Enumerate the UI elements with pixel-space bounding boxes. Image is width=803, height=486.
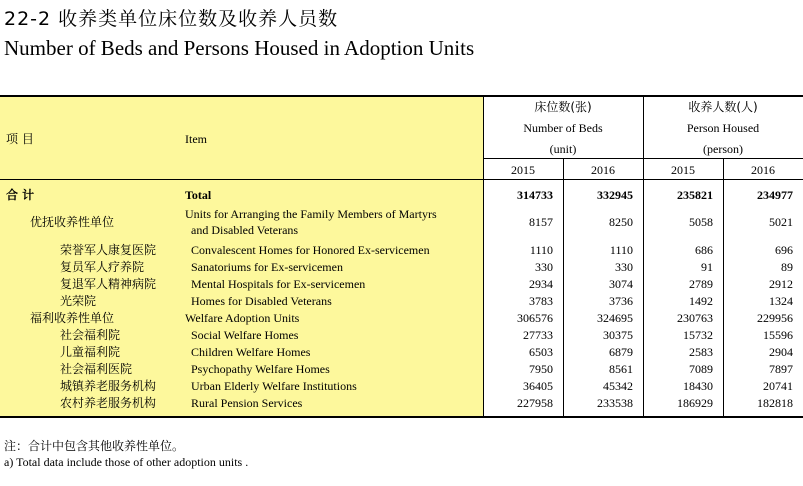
row-beds-2016: 3736	[609, 294, 633, 308]
row-persons-2015: 15732	[683, 328, 713, 342]
header-persons-chinese: 收养人数(人)	[688, 100, 758, 114]
row-total-label-cn: 合 计	[6, 188, 35, 202]
row-beds-2016: 324695	[597, 311, 633, 325]
row-persons-2015: 1492	[689, 294, 713, 308]
row-label-en-line2: and Disabled Veterans	[191, 223, 299, 237]
header-year-beds-2016: 2016	[591, 163, 615, 177]
row-beds-2016: 30375	[603, 328, 633, 342]
row-label-cn: 儿童福利院	[60, 345, 121, 359]
row-beds-2015: 2934	[529, 277, 553, 291]
row-beds-2016: 6879	[609, 345, 633, 359]
header-beds-english: Number of Beds	[523, 121, 603, 135]
row-label-en: Social Welfare Homes	[191, 328, 299, 342]
row-label-cn: 社会福利医院	[60, 362, 133, 376]
row-total-beds-2016: 332945	[597, 188, 633, 202]
row-total-label-en: Total	[185, 188, 212, 202]
footnote-english: a) Total data include those of other adoption units .	[4, 455, 249, 469]
row-beds-2015: 7950	[529, 362, 553, 376]
header-year-persons-2016: 2016	[751, 163, 775, 177]
row-persons-2016: 15596	[763, 328, 793, 342]
row-beds-2015: 227958	[517, 396, 553, 410]
row-label-cn: 复员军人疗养院	[60, 260, 145, 274]
header-persons-unit: (person)	[703, 142, 743, 156]
row-beds-2015: 3783	[529, 294, 553, 308]
row-beds-2015: 36405	[523, 379, 553, 393]
data-table	[0, 95, 803, 418]
row-beds-2015: 27733	[523, 328, 553, 342]
row-persons-2016: 20741	[763, 379, 793, 393]
header-item-chinese: 项 目	[6, 132, 34, 146]
table-title-english: Number of Beds and Persons Housed in Adoption Units	[4, 36, 475, 60]
row-beds-2016: 330	[615, 260, 633, 274]
row-beds-2016: 8250	[609, 215, 633, 229]
row-beds-2016: 45342	[603, 379, 633, 393]
row-label-en: Rural Pension Services	[191, 396, 303, 410]
row-beds-2016: 233538	[597, 396, 633, 410]
header-year-beds-2015: 2015	[511, 163, 535, 177]
row-beds-2016: 3074	[609, 277, 633, 291]
row-label-en: Sanatoriums for Ex-servicemen	[191, 260, 343, 274]
row-persons-2015: 686	[695, 243, 713, 257]
table-top-border	[0, 95, 803, 97]
row-total-persons-2015: 235821	[677, 188, 713, 202]
row-label-en: Mental Hospitals for Ex-servicemen	[191, 277, 366, 291]
row-total-beds-2015: 314733	[517, 188, 553, 202]
row-persons-2016: 229956	[757, 311, 793, 325]
table-bottom-border	[0, 416, 803, 418]
row-label-cn: 福利收养性单位	[30, 311, 115, 325]
row-label-cn: 社会福利院	[60, 328, 121, 342]
row-label-en: Convalescent Homes for Honored Ex-servicemen	[191, 243, 430, 257]
row-beds-2015: 1110	[529, 243, 553, 257]
footnote-chinese: 注：合计中包含其他收养性单位。	[4, 439, 185, 453]
row-total-persons-2016: 234977	[757, 188, 793, 202]
row-persons-2016: 2912	[769, 277, 793, 291]
row-persons-2015: 230763	[677, 311, 713, 325]
row-persons-2015: 18430	[683, 379, 713, 393]
row-persons-2015: 2583	[689, 345, 713, 359]
row-persons-2015: 5058	[689, 215, 713, 229]
row-persons-2016: 182818	[757, 396, 793, 410]
header-persons-english: Person Housed	[686, 121, 760, 135]
year-header-top-line	[483, 158, 803, 159]
header-item-english: Item	[185, 132, 207, 146]
row-persons-2016: 89	[781, 260, 793, 274]
row-persons-2016: 1324	[769, 294, 793, 308]
row-persons-2015: 91	[701, 260, 713, 274]
row-label-en: Units for Arranging the Family Members of Martyrs	[185, 207, 437, 221]
row-persons-2016: 7897	[769, 362, 793, 376]
row-label-cn: 荣誉军人康复医院	[60, 243, 157, 257]
row-beds-2016: 1110	[609, 243, 633, 257]
row-label-en: Children Welfare Homes	[191, 345, 311, 359]
row-beds-2015: 306576	[517, 311, 553, 325]
row-label-en: Homes for Disabled Veterans	[191, 294, 332, 308]
row-persons-2015: 186929	[677, 396, 713, 410]
row-label-cn: 农村养老服务机构	[60, 396, 157, 410]
row-label-cn: 复退军人精神病院	[60, 277, 157, 291]
row-persons-2015: 7089	[689, 362, 713, 376]
header-year-persons-2015: 2015	[671, 163, 695, 177]
table-title-chinese: 22-2 收养类单位床位数及收养人员数	[4, 8, 339, 30]
header-beds-unit: (unit)	[549, 142, 577, 156]
row-label-cn: 优抚收养性单位	[30, 215, 115, 229]
row-beds-2015: 6503	[529, 345, 553, 359]
row-label-en: Welfare Adoption Units	[185, 311, 300, 325]
row-label-en: Psychopathy Welfare Homes	[191, 362, 330, 376]
row-beds-2015: 330	[535, 260, 553, 274]
header-bottom-line	[0, 179, 803, 180]
row-persons-2016: 2904	[769, 345, 793, 359]
row-persons-2016: 696	[775, 243, 793, 257]
row-beds-2015: 8157	[529, 215, 553, 229]
row-label-cn: 城镇养老服务机构	[60, 379, 157, 393]
row-persons-2015: 2789	[689, 277, 713, 291]
row-label-cn: 光荣院	[60, 294, 97, 308]
row-persons-2016: 5021	[769, 215, 793, 229]
header-beds-chinese: 床位数(张)	[534, 100, 592, 114]
row-beds-2016: 8561	[609, 362, 633, 376]
row-label-en: Urban Elderly Welfare Institutions	[191, 379, 357, 393]
